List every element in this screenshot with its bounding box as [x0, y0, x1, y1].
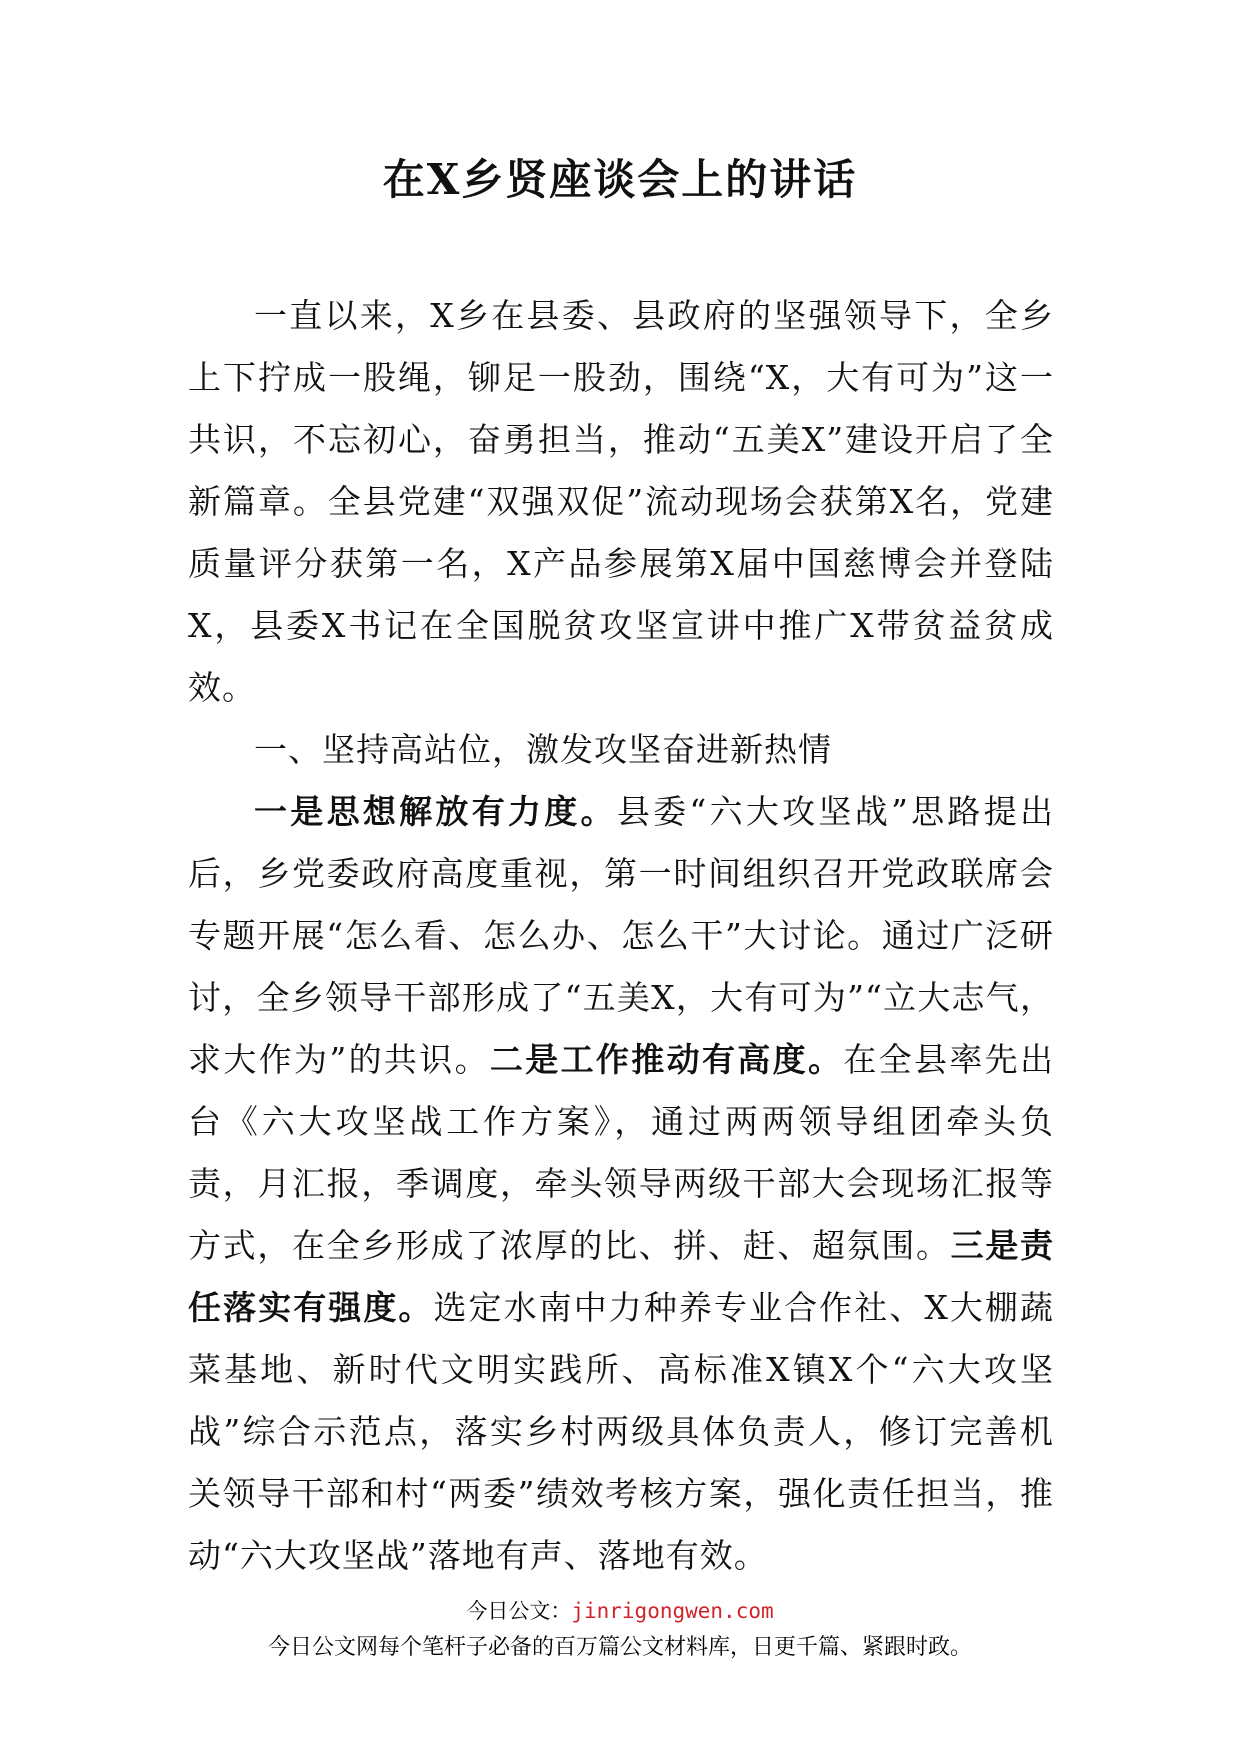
footer-label: 今日公文： [466, 1599, 572, 1623]
document-body [188, 285, 1054, 1587]
document-title: 在X乡贤座谈会上的讲话 [382, 155, 858, 204]
section-heading: 一、坚持高站位，激发攻坚奋进新热情 [254, 730, 832, 769]
point-three-lead: 三是责任落实有强度。 [188, 1226, 1055, 1327]
footer-slogan: 今日公文网每个笔杆子必备的百万篇公文材料库，日更千篇、紧跟时政。 [267, 1635, 972, 1660]
point-one-text: 县委“六大攻坚战”思路提出后，乡党委政府高度重视，第一时间组织召开党政联席会专题开展“怎么看、怎么办、怎么干”大讨论。通过广泛研讨，全乡领导干部形成了“五美X，大有可为”“立大志气，求大作为”的共识。 [188, 792, 1054, 1079]
point-two-lead: 二是工作推动有高度。 [489, 1040, 844, 1079]
footer-site-link[interactable]: jinrigongwen.com [571, 1599, 774, 1623]
point-two-text: 在全县率先出台《六大攻坚战工作方案》，通过两两领导组团牵头负责，月汇报，季调度，牵头领导两级干部大会现场汇报等方式，在全乡形成了浓厚的比、拼、赶、超氛围。 [188, 1040, 1055, 1265]
point-three-text: 选定水南中力种养专业合作社、X大棚蔬菜基地、新时代文明实践所、高标准X镇X个“六大攻坚战”综合示范点，落实乡村两级具体负责人，修订完善机关领导干部和村“两委”绩效考核方案，强化责任担当，推动“六大攻坚战”落地有声、落地有效。 [188, 1288, 1054, 1575]
point-one-lead: 一是思想解放有力度。 [254, 792, 617, 831]
intro-paragraph: 一直以来，X乡在县委、县政府的坚强领导下，全乡上下拧成一股绳，铆足一股劲，围绕“X，大有可为”这一共识，不忘初心，奋勇担当，推动“五美X”建设开启了全新篇章。全县党建“双强双促”流动现场会获第X名，党建质量评分获第一名，X产品参展第X届中国慈博会并登陆X，县委X书记在全国脱贫攻坚宣讲中推广X带贫益贫成效。 [188, 296, 1054, 707]
footer-source [0, 1596, 1240, 1626]
body-paragraph [188, 781, 1054, 1587]
